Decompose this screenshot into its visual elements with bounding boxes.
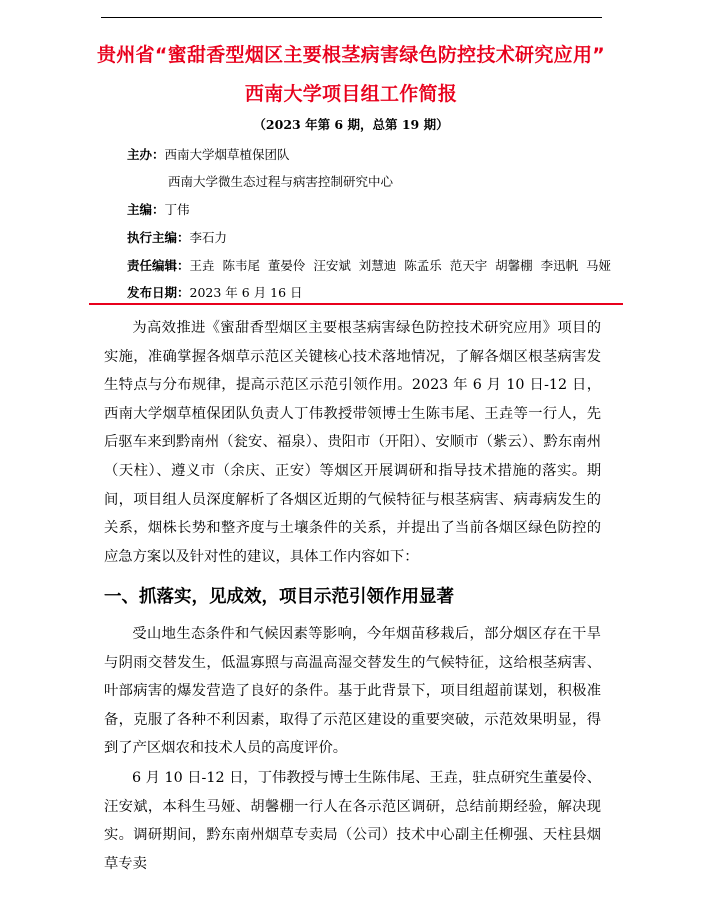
intro-text: 为高效推进《蜜甜香型烟区主要根茎病害绿色防控技术研究应用》项目的实施，准确掌握各烟草示范区关键核心技术落地情况，了解各烟区根茎病害发生特点与分布规律，提高示范区示范引领作用。2023 年 6 月 10 日-12 日，西南大学烟草植保团队负责人丁伟教授带领博士生陈韦尾、王垚等一行人，先后驱车来到黔南州（瓮安、福泉）、贵阳市（开阳）、安顺市（紫云）、黔东南州（天柱）、遵义市（余庆、正安）等烟区开展调研和指导技术措施的落实。期间，项目组人员深度解析了各烟区近期的气候特征与根茎病害、病毒病发生的关系，烟株长势和整齐度与土壤条件的关系，并提出了当前各烟区绿色防控的应急方案以及针对性的建议，具体工作内容如下：	[104, 320, 601, 565]
exec-editor-row	[127, 228, 227, 246]
exec-editor-name: 李石力	[189, 230, 228, 245]
date-label: 发布日期：	[127, 285, 190, 300]
section1-paragraph-2	[104, 764, 601, 878]
resp-editors-row	[127, 256, 611, 274]
top-rule	[101, 17, 602, 18]
red-divider	[89, 303, 623, 305]
sponsor-row-2	[168, 172, 393, 190]
editor-row	[127, 200, 190, 218]
exec-editor-label: 执行主编：	[127, 230, 190, 245]
intro-paragraph	[104, 314, 601, 571]
sponsor-label: 主办：	[127, 147, 165, 162]
report-title-line1: 贵州省“蜜甜香型烟区主要根茎病害绿色防控技术研究应用”	[96, 44, 606, 66]
section1-para2-text: 6 月 10 日-12 日，丁伟教授与博士生陈伟尾、王垚，驻点研究生董晏伶、汪安斌，本科生马娅、胡馨棚一行人在各示范区调研，总结前期经验，解决现实。调研期间，黔东南州烟草专卖局（公司）技术中心副主任柳强、天柱县烟草专卖	[104, 770, 601, 872]
section1-para1-text: 受山地生态条件和气候因素等影响，今年烟苗移栽后，部分烟区存在干旱与阴雨交替发生，低温寡照与高温高湿交替发生的气候特征，这给根茎病害、叶部病害的爆发营造了良好的条件。基于此背景下，项目组超前谋划，积极准备，克服了各种不利因素，取得了示范区建设的重要突破，示范效果明显，得到了产区烟农和技术人员的高度评价。	[104, 626, 601, 757]
editor-label: 主编：	[127, 202, 165, 217]
editor-name: 丁伟	[164, 202, 190, 217]
resp-editors-label: 责任编辑：	[127, 258, 190, 273]
issue-number: （2023 年第 6 期，总第 19 期）	[253, 117, 449, 132]
report-title-line2: 西南大学项目组工作简报	[244, 83, 458, 105]
section1-paragraph-1	[104, 620, 601, 763]
sponsor-1: 西南大学烟草植保团队	[164, 147, 290, 162]
resp-editors-names: 王垚 陈韦尾 董晏伶 汪安斌 刘慧迪 陈孟乐 范天宇 胡馨棚 李迅帆 马娅	[189, 258, 612, 273]
date-row	[127, 283, 303, 301]
sponsor-row	[127, 145, 290, 163]
section-heading-1: 一、抓落实，见成效，项目示范引领作用显著	[104, 587, 454, 607]
sponsor-2: 西南大学微生态过程与病害控制研究中心	[168, 174, 394, 189]
publish-date: 2023 年 6 月 16 日	[189, 285, 303, 300]
